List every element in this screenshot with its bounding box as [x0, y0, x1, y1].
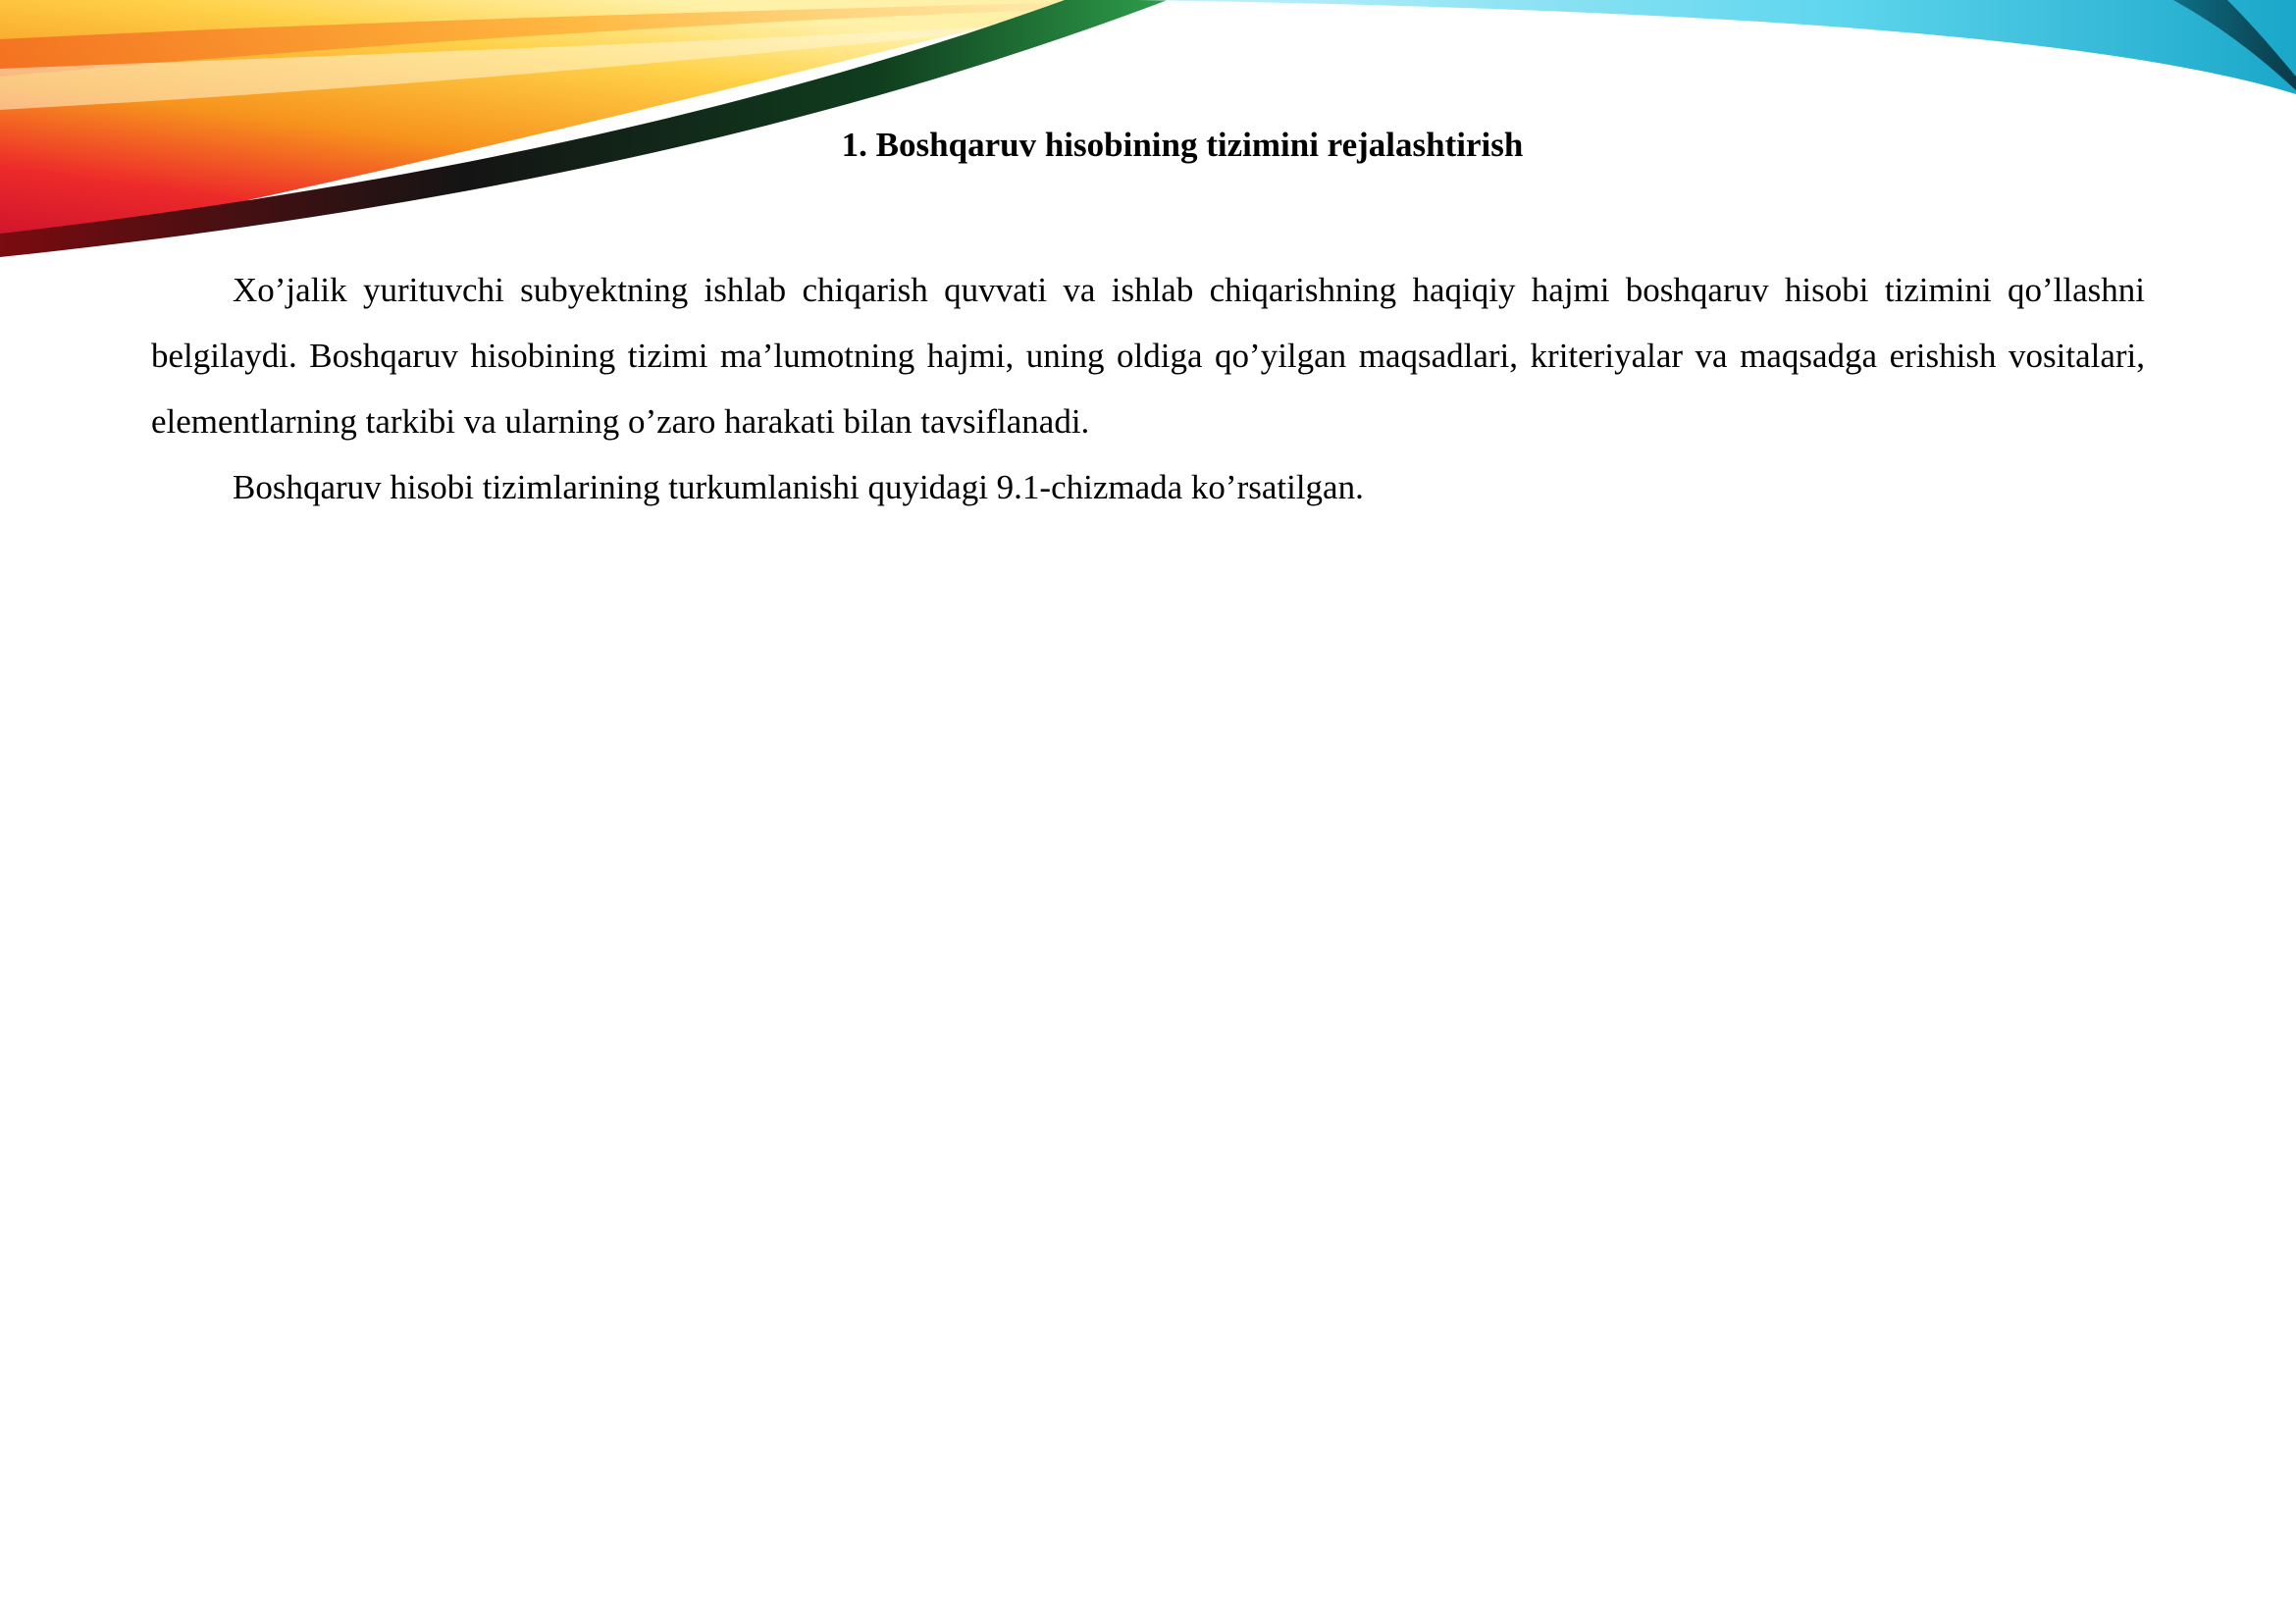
paragraph-1: Xo’jalik yurituvchi subyektning ishlab chiqarish quvvati va ishlab chiqarishning haqiqiy hajmi boshqaruv hisobi tizimini qo’llashni belgilaydi. Boshqaruv hisobining tizimi ma’lumotning hajmi, uning oldiga qo’yilgan maqsadlari, kriteriyalar va maqsadga erishish vositalari, elementlarning tarkibi va ularning o’zaro harakati bilan tavsiflanadi. [151, 271, 2145, 441]
slide-title: 1. Boshqaruv hisobining tizimini rejalashtirish [841, 126, 1524, 164]
body-text [151, 257, 2145, 520]
swoosh-cyan-band [1138, 0, 2296, 94]
paragraph-2: Boshqaruv hisobi tizimlarining turkumlanishi quyidagi 9.1-chizmada ko’rsatilgan. [233, 468, 1364, 506]
